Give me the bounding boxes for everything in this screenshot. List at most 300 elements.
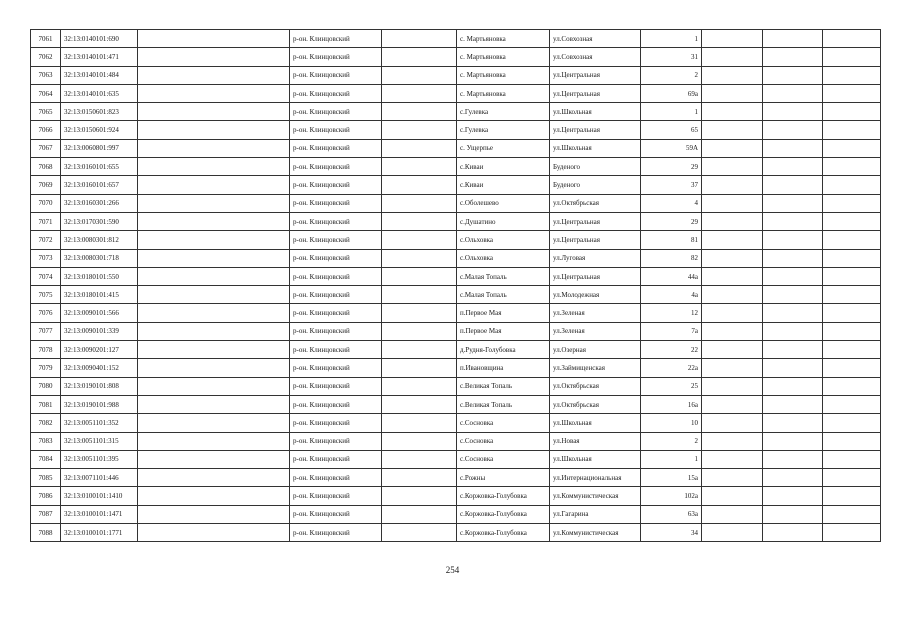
empty-cell [823,158,881,176]
page-number: 254 [445,565,460,575]
street-cell: ул.Коммунистическая [550,524,641,542]
record-number-cell: 7082 [31,414,61,432]
settlement-cell: с. Ущерпье [457,139,550,157]
empty-cell [702,524,763,542]
empty-cell [823,395,881,413]
cadastral-number-cell: 32:13:0051101:395 [61,450,138,468]
empty-cell [763,121,823,139]
street-cell: ул.Зеленая [550,322,641,340]
record-number-cell: 7075 [31,286,61,304]
table-row [31,121,881,139]
empty-cell [763,48,823,66]
empty-cell [823,469,881,487]
cadastral-number-cell: 32:13:0160101:655 [61,158,138,176]
district-cell: р-он. Клинцовский [290,286,382,304]
empty-cell [702,469,763,487]
cadastral-number-cell: 32:13:0090201:127 [61,341,138,359]
empty-cell [138,30,290,48]
empty-cell [823,304,881,322]
record-number-cell: 7073 [31,249,61,267]
settlement-cell: п.Первое Мая [457,322,550,340]
settlement-cell: с. Мартьяновка [457,48,550,66]
settlement-cell: с.Малая Топаль [457,267,550,285]
empty-cell [823,487,881,505]
empty-cell [763,524,823,542]
empty-cell [763,286,823,304]
record-number-cell: 7061 [31,30,61,48]
cadastral-number-cell: 32:13:0140101:471 [61,48,138,66]
cadastral-number-cell: 32:13:0150601:924 [61,121,138,139]
cadastral-number-cell: 32:13:0100101:1471 [61,505,138,523]
empty-cell [763,194,823,212]
record-number-cell: 7071 [31,212,61,230]
settlement-cell: с. Мартьяновка [457,30,550,48]
empty-cell [763,176,823,194]
cadastral-number-cell: 32:13:0100101:1771 [61,524,138,542]
empty-cell [763,212,823,230]
empty-cell [763,30,823,48]
house-number-cell: 16а [641,395,702,413]
empty-cell [382,469,457,487]
empty-cell [702,176,763,194]
empty-cell [382,194,457,212]
empty-cell [382,30,457,48]
district-cell: р-он. Клинцовский [290,469,382,487]
cadastral-number-cell: 32:13:0051101:315 [61,432,138,450]
empty-cell [702,487,763,505]
cadastral-number-cell: 32:13:0100101:1410 [61,487,138,505]
table-row [31,231,881,249]
registry-body [31,30,881,542]
record-number-cell: 7081 [31,395,61,413]
house-number-cell: 82 [641,249,702,267]
empty-cell [823,414,881,432]
district-cell: р-он. Клинцовский [290,231,382,249]
empty-cell [382,450,457,468]
record-number-cell: 7067 [31,139,61,157]
record-number-cell: 7069 [31,176,61,194]
empty-cell [763,450,823,468]
table-row [31,322,881,340]
empty-cell [702,359,763,377]
district-cell: р-он. Клинцовский [290,359,382,377]
empty-cell [823,194,881,212]
empty-cell [823,505,881,523]
empty-cell [138,377,290,395]
house-number-cell: 2 [641,66,702,84]
house-number-cell: 4а [641,286,702,304]
settlement-cell: с.Оболешево [457,194,550,212]
record-number-cell: 7078 [31,341,61,359]
settlement-cell: с.Коржовка-Голубовка [457,524,550,542]
table-row [31,524,881,542]
table-row [31,267,881,285]
house-number-cell: 29 [641,158,702,176]
empty-cell [763,103,823,121]
empty-cell [138,66,290,84]
cadastral-number-cell: 32:13:0080301:812 [61,231,138,249]
empty-cell [702,30,763,48]
empty-cell [138,212,290,230]
record-number-cell: 7066 [31,121,61,139]
empty-cell [138,304,290,322]
settlement-cell: с.Коржовка-Голубовка [457,487,550,505]
settlement-cell: с.Сосновка [457,432,550,450]
settlement-cell: п.Первое Мая [457,304,550,322]
table-row [31,212,881,230]
empty-cell [382,505,457,523]
empty-cell [382,176,457,194]
empty-cell [138,121,290,139]
empty-cell [702,377,763,395]
empty-cell [382,286,457,304]
record-number-cell: 7072 [31,231,61,249]
empty-cell [702,231,763,249]
street-cell: ул.Центральная [550,231,641,249]
cadastral-number-cell: 32:13:0080301:718 [61,249,138,267]
record-number-cell: 7062 [31,48,61,66]
empty-cell [823,377,881,395]
house-number-cell: 69а [641,84,702,102]
empty-cell [702,505,763,523]
empty-cell [823,84,881,102]
record-number-cell: 7077 [31,322,61,340]
district-cell: р-он. Клинцовский [290,450,382,468]
empty-cell [763,377,823,395]
address-registry-table [30,29,881,542]
empty-cell [702,286,763,304]
table-row [31,341,881,359]
cadastral-number-cell: 32:13:0160301:266 [61,194,138,212]
house-number-cell: 65 [641,121,702,139]
empty-cell [382,395,457,413]
empty-cell [823,267,881,285]
street-cell: ул.Интернациональная [550,469,641,487]
settlement-cell: с.Гулевка [457,103,550,121]
street-cell: ул.Школьная [550,414,641,432]
empty-cell [138,395,290,413]
house-number-cell: 2 [641,432,702,450]
table-row [31,194,881,212]
empty-cell [702,432,763,450]
empty-cell [382,139,457,157]
district-cell: р-он. Клинцовский [290,377,382,395]
cadastral-number-cell: 32:13:0090101:566 [61,304,138,322]
empty-cell [763,231,823,249]
district-cell: р-он. Клинцовский [290,30,382,48]
street-cell: ул.Озерная [550,341,641,359]
empty-cell [382,66,457,84]
house-number-cell: 22а [641,359,702,377]
empty-cell [702,48,763,66]
empty-cell [702,322,763,340]
empty-cell [763,359,823,377]
settlement-cell: с.Душатино [457,212,550,230]
cadastral-number-cell: 32:13:0140101:635 [61,84,138,102]
table-row [31,304,881,322]
table-row [31,66,881,84]
empty-cell [823,249,881,267]
empty-cell [138,432,290,450]
empty-cell [138,231,290,249]
empty-cell [382,231,457,249]
empty-cell [138,249,290,267]
empty-cell [702,395,763,413]
house-number-cell: 4 [641,194,702,212]
house-number-cell: 44а [641,267,702,285]
street-cell: Буденого [550,176,641,194]
empty-cell [382,432,457,450]
table-row [31,30,881,48]
district-cell: р-он. Клинцовский [290,176,382,194]
table-row [31,432,881,450]
table-row [31,450,881,468]
house-number-cell: 1 [641,30,702,48]
empty-cell [382,84,457,102]
house-number-cell: 22 [641,341,702,359]
empty-cell [382,103,457,121]
district-cell: р-он. Клинцовский [290,341,382,359]
empty-cell [138,505,290,523]
empty-cell [138,84,290,102]
table-row [31,505,881,523]
district-cell: р-он. Клинцовский [290,48,382,66]
empty-cell [763,84,823,102]
house-number-cell: 102а [641,487,702,505]
empty-cell [823,231,881,249]
empty-cell [823,139,881,157]
empty-cell [763,469,823,487]
house-number-cell: 10 [641,414,702,432]
district-cell: р-он. Клинцовский [290,212,382,230]
street-cell: ул.Школьная [550,103,641,121]
empty-cell [382,249,457,267]
street-cell: ул.Совхозная [550,30,641,48]
district-cell: р-он. Клинцовский [290,84,382,102]
table-row [31,377,881,395]
empty-cell [138,414,290,432]
empty-cell [763,322,823,340]
district-cell: р-он. Клинцовский [290,194,382,212]
empty-cell [823,66,881,84]
empty-cell [763,414,823,432]
empty-cell [702,158,763,176]
empty-cell [138,359,290,377]
empty-cell [823,30,881,48]
district-cell: р-он. Клинцовский [290,487,382,505]
settlement-cell: с.Сосновка [457,414,550,432]
record-number-cell: 7065 [31,103,61,121]
settlement-cell: с.Киваи [457,176,550,194]
record-number-cell: 7083 [31,432,61,450]
empty-cell [138,103,290,121]
district-cell: р-он. Клинцовский [290,267,382,285]
settlement-cell: с.Гулевка [457,121,550,139]
street-cell: ул.Октябрьская [550,194,641,212]
table-row [31,286,881,304]
district-cell: р-он. Клинцовский [290,139,382,157]
empty-cell [702,103,763,121]
empty-cell [382,341,457,359]
empty-cell [763,249,823,267]
street-cell: ул.Зеленая [550,304,641,322]
district-cell: р-он. Клинцовский [290,304,382,322]
empty-cell [702,139,763,157]
settlement-cell: с.Ольховка [457,231,550,249]
empty-cell [823,341,881,359]
street-cell: ул.Октябрьская [550,377,641,395]
house-number-cell: 7а [641,322,702,340]
cadastral-number-cell: 32:13:0060801:997 [61,139,138,157]
empty-cell [138,194,290,212]
empty-cell [763,158,823,176]
empty-cell [763,304,823,322]
empty-cell [382,414,457,432]
settlement-cell: с.Рожны [457,469,550,487]
cadastral-number-cell: 32:13:0180101:415 [61,286,138,304]
street-cell: ул.Гагарина [550,505,641,523]
table-row [31,395,881,413]
empty-cell [763,395,823,413]
empty-cell [823,176,881,194]
street-cell: ул.Луговая [550,249,641,267]
street-cell: ул.Школьная [550,450,641,468]
empty-cell [702,212,763,230]
empty-cell [823,450,881,468]
district-cell: р-он. Клинцовский [290,524,382,542]
settlement-cell: п.Ивановщина [457,359,550,377]
empty-cell [138,524,290,542]
table-row [31,176,881,194]
empty-cell [138,322,290,340]
table-row [31,249,881,267]
empty-cell [702,249,763,267]
table-row [31,414,881,432]
settlement-cell: с.Коржовка-Голубовка [457,505,550,523]
house-number-cell: 34 [641,524,702,542]
record-number-cell: 7063 [31,66,61,84]
empty-cell [138,450,290,468]
record-number-cell: 7087 [31,505,61,523]
record-number-cell: 7088 [31,524,61,542]
record-number-cell: 7076 [31,304,61,322]
street-cell: ул.Совхозная [550,48,641,66]
empty-cell [763,341,823,359]
settlement-cell: с.Сосновка [457,450,550,468]
empty-cell [702,267,763,285]
empty-cell [138,176,290,194]
empty-cell [823,359,881,377]
cadastral-number-cell: 32:13:0150601:823 [61,103,138,121]
empty-cell [382,487,457,505]
street-cell: ул.Новая [550,432,641,450]
cadastral-number-cell: 32:13:0051101:352 [61,414,138,432]
cadastral-number-cell: 32:13:0090101:339 [61,322,138,340]
cadastral-number-cell: 32:13:0170301:590 [61,212,138,230]
empty-cell [382,212,457,230]
house-number-cell: 59А [641,139,702,157]
settlement-cell: с.Киваи [457,158,550,176]
empty-cell [138,286,290,304]
empty-cell [823,524,881,542]
table-row [31,487,881,505]
street-cell: ул.Займищенская [550,359,641,377]
table-row [31,359,881,377]
settlement-cell: с. Мартьяновка [457,66,550,84]
cadastral-number-cell: 32:13:0190101:808 [61,377,138,395]
empty-cell [382,304,457,322]
empty-cell [702,304,763,322]
record-number-cell: 7079 [31,359,61,377]
settlement-cell: с.Великая Топаль [457,395,550,413]
empty-cell [138,487,290,505]
record-number-cell: 7085 [31,469,61,487]
street-cell: ул.Центральная [550,121,641,139]
house-number-cell: 15а [641,469,702,487]
empty-cell [382,121,457,139]
empty-cell [382,158,457,176]
cadastral-number-cell: 32:13:0140101:484 [61,66,138,84]
empty-cell [763,139,823,157]
empty-cell [702,341,763,359]
record-number-cell: 7064 [31,84,61,102]
district-cell: р-он. Клинцовский [290,322,382,340]
house-number-cell: 1 [641,103,702,121]
street-cell: ул.Центральная [550,66,641,84]
table-row [31,48,881,66]
house-number-cell: 29 [641,212,702,230]
district-cell: р-он. Клинцовский [290,505,382,523]
empty-cell [382,377,457,395]
cadastral-number-cell: 32:13:0160101:657 [61,176,138,194]
table-row [31,103,881,121]
empty-cell [823,103,881,121]
empty-cell [823,286,881,304]
district-cell: р-он. Клинцовский [290,66,382,84]
district-cell: р-он. Клинцовский [290,103,382,121]
record-number-cell: 7080 [31,377,61,395]
table-row [31,84,881,102]
house-number-cell: 25 [641,377,702,395]
empty-cell [382,524,457,542]
settlement-cell: с. Мартьяновка [457,84,550,102]
empty-cell [823,322,881,340]
empty-cell [823,212,881,230]
house-number-cell: 63а [641,505,702,523]
district-cell: р-он. Клинцовский [290,432,382,450]
house-number-cell: 81 [641,231,702,249]
cadastral-number-cell: 32:13:0180101:550 [61,267,138,285]
street-cell: ул.Коммунистическая [550,487,641,505]
record-number-cell: 7070 [31,194,61,212]
empty-cell [823,48,881,66]
cadastral-number-cell: 32:13:0090401:152 [61,359,138,377]
empty-cell [702,84,763,102]
empty-cell [823,121,881,139]
cadastral-number-cell: 32:13:0071101:446 [61,469,138,487]
empty-cell [382,267,457,285]
settlement-cell: д.Рудня-Голубовка [457,341,550,359]
street-cell: ул.Школьная [550,139,641,157]
table-row [31,158,881,176]
street-cell: ул.Центральная [550,212,641,230]
street-cell: ул.Центральная [550,84,641,102]
empty-cell [138,139,290,157]
empty-cell [763,487,823,505]
district-cell: р-он. Клинцовский [290,414,382,432]
empty-cell [763,505,823,523]
empty-cell [382,359,457,377]
